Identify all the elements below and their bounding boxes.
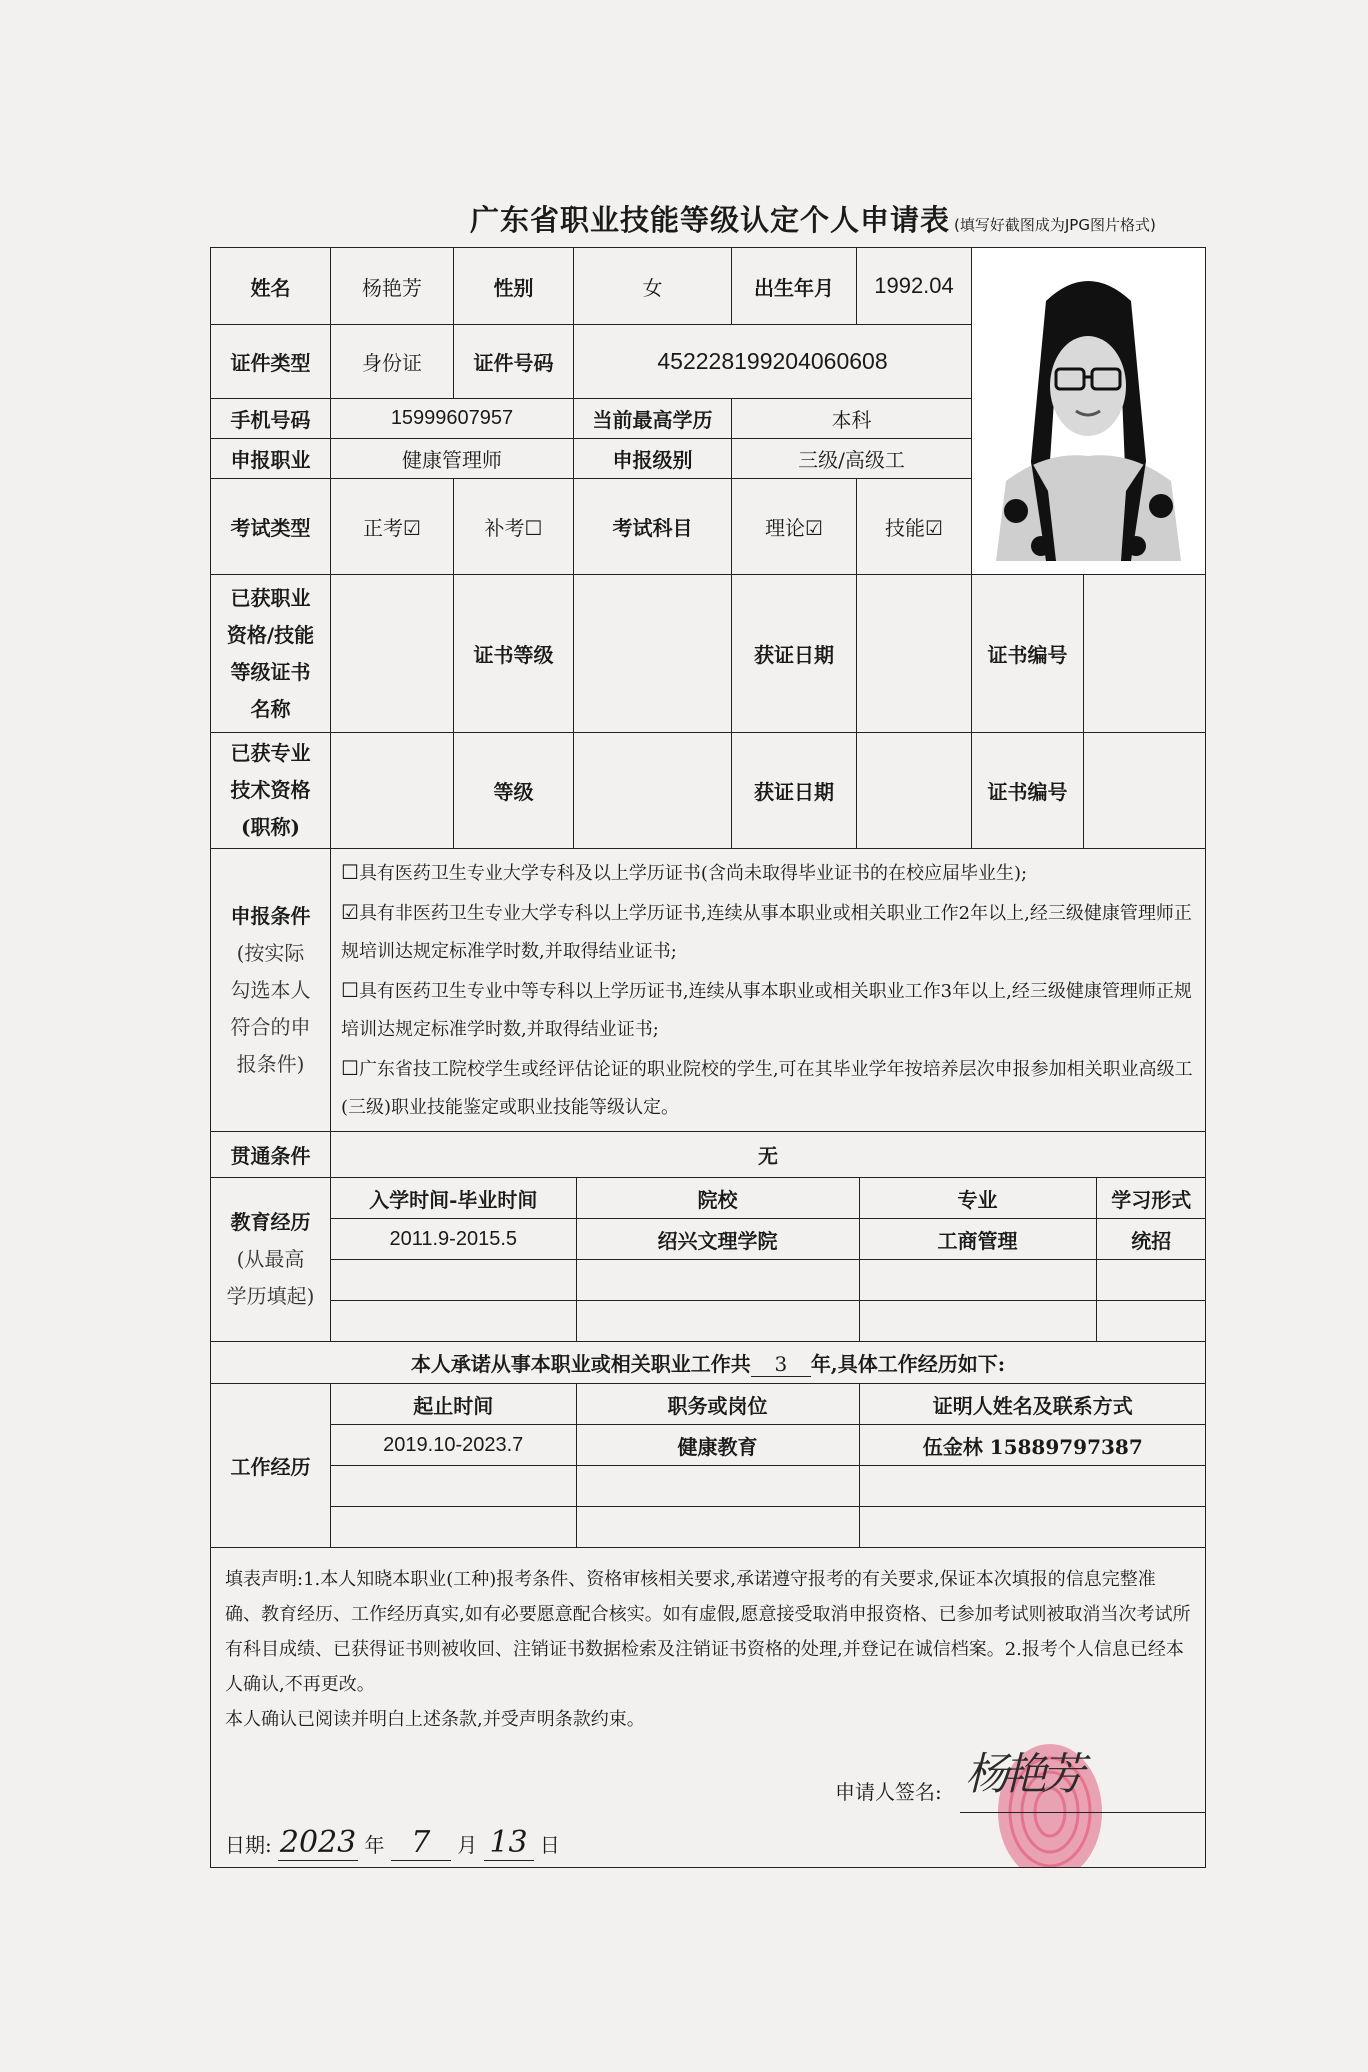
label-prior-title-2: 技术资格 [230,778,311,802]
value-phone[interactable]: 15999607957 [331,399,574,439]
title-date-value[interactable] [857,733,972,849]
work-cell[interactable] [331,1507,576,1548]
label-prior-title [211,733,331,849]
work-header-reference: 证明人姓名及联系方式 [859,1384,1206,1425]
work-cell[interactable] [576,1466,859,1507]
declaration-text: 填表声明:1.本人知晓本职业(工种)报考条件、资格审核相关要求,承诺遵守报考的有关要求,保证本次填报的信息完整准确、教育经历、工作经历真实,如有必要愿意配合核实。如有虚假,愿意接受取消申报资格、已参加考试则被取消当次考试所有科目成绩、已获得证书则被收回、注销证书数据检索及注销证书资格的处理,并登记在诚信档案。2.报考个人信息已经本人确认,不再更改。 [225,1569,1191,1695]
label-exam-type: 考试类型 [211,479,331,575]
label-edu-history-sub-2: 学历填起) [226,1284,315,1308]
cert-no-value[interactable] [1084,575,1206,733]
commit-suffix: 年,具体工作经历如下: [810,1352,1006,1376]
label-birth: 出生年月 [732,248,857,325]
condition-checkbox[interactable]: ☑ [341,900,359,924]
edu-cell[interactable] [859,1260,1096,1301]
label-name: 姓名 [211,248,331,325]
prior-title-value[interactable] [331,733,454,849]
declaration [211,1548,1206,1868]
date-day[interactable]: 13 [484,1825,534,1861]
edu-cell[interactable] [859,1301,1096,1342]
date-month-unit: 月 [457,1833,478,1857]
label-edu-history-sub-1: (从最高 [236,1247,305,1271]
through-value[interactable]: 无 [331,1132,1206,1178]
label-edu-history-main: 教育经历 [230,1210,311,1234]
edu-header-form: 学习形式 [1096,1178,1206,1219]
label-occupation: 申报职业 [211,439,331,479]
exam-regular[interactable] [331,479,454,575]
label-edu-history [211,1178,331,1342]
signature-area [225,1737,1191,1860]
label-prior-cert-4: 名称 [250,696,291,721]
value-id-type[interactable]: 身份证 [331,325,454,399]
date-label: 日期: [225,1833,272,1857]
edu-cell[interactable] [576,1260,859,1301]
prior-cert-name-value[interactable] [331,575,454,733]
title-note: (填写好截图成为JPG图片格式) [954,216,1156,234]
label-title-no: 证书编号 [972,733,1084,849]
label-exam-subject: 考试科目 [574,479,732,575]
label-education: 当前最高学历 [574,399,732,439]
work-cell[interactable] [576,1507,859,1548]
label-level: 申报级别 [574,439,732,479]
commit-years[interactable]: 3 [751,1352,811,1377]
condition-item[interactable] [341,971,1195,1049]
label-cert-date: 获证日期 [732,575,857,733]
edu-header-major: 专业 [859,1178,1096,1219]
label-id-number: 证件号码 [454,325,574,399]
label-title-level: 等级 [454,733,574,849]
label-prior-cert-1: 已获职业 [230,585,311,610]
label-cert-no: 证书编号 [972,575,1084,733]
exam-skill[interactable] [857,479,972,575]
table-row [331,1219,1206,1260]
exam-regular-label: 正考 [363,516,404,540]
value-name[interactable]: 杨艳芳 [331,248,454,325]
condition-text: 广东省技工院校学生或经评估论证的职业院校的学生,可在其毕业学年按培养层次申报参加相关职业高级工(三级)职业技能鉴定或职业技能等级认定。 [341,1059,1193,1118]
value-education[interactable]: 本科 [732,399,972,439]
label-prior-title-1: 已获专业 [230,741,311,765]
edu-header-time: 入学时间-毕业时间 [331,1178,576,1219]
exam-theory-checkbox[interactable]: ☑ [805,516,823,540]
label-conditions-sub-1: (按实际 [236,940,305,965]
date-month[interactable]: 7 [391,1825,451,1861]
edu-header-school: 院校 [576,1178,859,1219]
label-phone: 手机号码 [211,399,331,439]
table-row [331,1301,1206,1342]
work-cell[interactable]: 健康教育 [576,1425,859,1466]
table-header-row [331,1178,1206,1219]
value-gender[interactable]: 女 [574,248,732,325]
condition-checkbox[interactable]: ☐ [341,1056,359,1080]
label-prior-cert [211,575,331,733]
condition-item[interactable] [341,1049,1195,1127]
education-table-cell [331,1178,1206,1342]
edu-cell[interactable]: 统招 [1096,1219,1206,1260]
date-year[interactable]: 2023 [279,1825,357,1860]
label-prior-cert-3: 等级证书 [230,659,311,684]
table-header-row [331,1384,1206,1425]
exam-makeup-checkbox[interactable]: ☐ [524,516,543,540]
id-photo [972,248,1206,575]
title-main: 广东省职业技能等级认定个人申请表 [470,203,951,237]
table-row [331,1425,1206,1466]
exam-skill-checkbox[interactable]: ☑ [925,516,943,540]
exam-makeup[interactable] [454,479,574,575]
work-cell[interactable]: 伍金林 15889797387 [859,1425,1206,1466]
work-cell[interactable]: 2019.10-2023.7 [331,1425,576,1466]
conditions-list [331,849,1206,1132]
label-conditions-sub-3: 符合的申 [230,1014,311,1039]
signature-line [960,1812,1206,1813]
edu-cell[interactable]: 2011.9-2015.5 [331,1219,576,1260]
exam-regular-checkbox[interactable]: ☑ [403,516,421,540]
exam-theory-label: 理论 [765,516,806,540]
value-birth[interactable]: 1992.04 [857,248,972,325]
date-day-unit: 日 [539,1833,560,1857]
work-table [331,1384,1206,1547]
value-level[interactable]: 三级/高级工 [732,439,972,479]
label-conditions [211,849,331,1132]
label-conditions-sub-4: 报条件) [236,1051,305,1076]
value-occupation[interactable]: 健康管理师 [331,439,574,479]
condition-item[interactable] [341,893,1195,971]
application-form [210,247,1206,1868]
condition-checkbox[interactable]: ☐ [341,860,359,884]
label-cert-level: 证书等级 [454,575,574,733]
label-through: 贯通条件 [211,1132,331,1178]
education-table [331,1178,1206,1341]
exam-makeup-label: 补考 [484,516,525,540]
label-prior-cert-2: 资格/技能 [226,622,315,647]
condition-text: 具有医药卫生专业大学专科及以上学历证书(含尚未取得毕业证书的在校应届毕业生); [358,863,1028,884]
work-cell[interactable] [859,1507,1206,1548]
label-prior-title-3: (职称) [241,815,300,839]
value-id-number[interactable]: 452228199204060608 [574,325,972,399]
table-row [331,1260,1206,1301]
cert-level-value[interactable] [574,575,732,733]
declaration-confirm: 本人确认已阅读并明白上述条款,并受声明条款约束。 [225,1709,645,1730]
work-cell[interactable] [331,1466,576,1507]
work-header-time: 起止时间 [331,1384,576,1425]
table-row [331,1507,1206,1548]
table-row [331,1466,1206,1507]
work-header-position: 职务或岗位 [576,1384,859,1425]
exam-theory[interactable] [732,479,857,575]
label-id-type: 证件类型 [211,325,331,399]
work-commitment [211,1342,1206,1384]
label-conditions-sub-2: 勾选本人 [230,977,311,1002]
label-work-history: 工作经历 [211,1384,331,1548]
work-cell[interactable] [859,1466,1206,1507]
commit-prefix: 本人承诺从事本职业或相关职业工作共 [410,1352,751,1376]
edu-cell[interactable] [331,1301,576,1342]
condition-checkbox[interactable]: ☐ [341,978,359,1002]
edu-cell[interactable] [331,1260,576,1301]
cert-date-value[interactable] [857,575,972,733]
label-gender: 性别 [454,248,574,325]
exam-skill-label: 技能 [885,516,926,540]
edu-cell[interactable]: 绍兴文理学院 [576,1219,859,1260]
portrait-photo-icon [986,261,1191,561]
edu-cell[interactable] [1096,1301,1206,1342]
signature-label: 申请人签名: [835,1780,942,1804]
form-title [470,198,1230,238]
title-level-value[interactable] [574,733,732,849]
condition-item[interactable] [341,853,1195,893]
label-conditions-main: 申报条件 [230,903,311,928]
work-table-cell [331,1384,1206,1548]
label-title-date: 获证日期 [732,733,857,849]
edu-cell[interactable]: 工商管理 [859,1219,1096,1260]
edu-cell[interactable] [1096,1260,1206,1301]
date-row [225,1825,560,1863]
condition-text: 具有医药卫生专业中等专科以上学历证书,连续从事本职业或相关职业工作3年以上,经三级健康管理师正规培训达规定标准学时数,并取得结业证书; [341,981,1192,1040]
condition-text: 具有非医药卫生专业大学专科以上学历证书,连续从事本职业或相关职业工作2年以上,经三级健康管理师正规培训达规定标准学时数,并取得结业证书; [341,903,1192,962]
edu-cell[interactable] [576,1301,859,1342]
date-year-unit: 年 [364,1833,385,1857]
title-no-value[interactable] [1084,733,1206,849]
applicant-signature[interactable]: 杨艳芳 [965,1749,1079,1800]
